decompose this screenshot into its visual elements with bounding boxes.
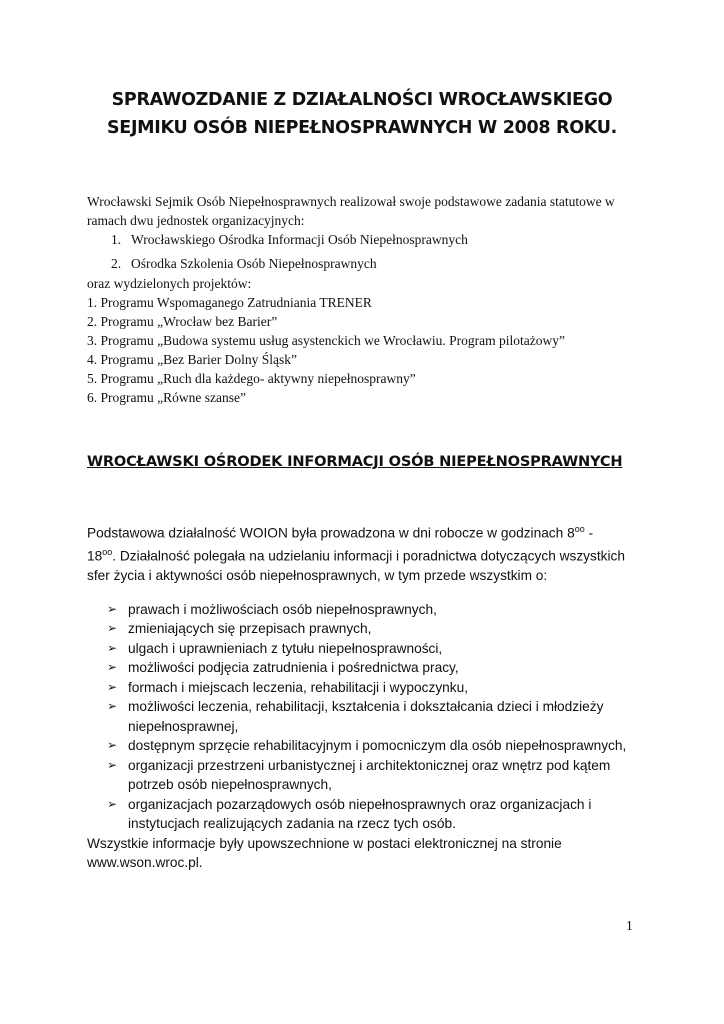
- arrow-bullet-icon: ➢: [107, 601, 118, 616]
- title-line-2: SEJMIKU OSÓB NIEPEŁNOSPRAWNYCH W 2008 ROKU.: [107, 118, 617, 138]
- intro-block: [87, 192, 647, 407]
- hour-superscript: oo: [574, 524, 585, 534]
- project-item: 3. Programu „Budowa systemu usług asystenckich we Wrocławiu. Program pilotażowy”: [87, 333, 565, 348]
- unit-text: Wrocławskiego Ośrodka Informacji Osób Niepełnosprawnych: [131, 232, 468, 247]
- project-item: 1. Programu Wspomaganego Zatrudniania TRENER: [87, 295, 372, 310]
- page-number: 1: [626, 918, 633, 933]
- arrow-bullet-icon: ➢: [107, 699, 118, 714]
- list-item: [87, 639, 645, 659]
- project-item: 4. Programu „Bez Barier Dolny Śląsk”: [87, 352, 297, 367]
- list-item-text: dostępnym sprzęcie rehabilitacyjnym i pomocniczym dla osób niepełnosprawnych,: [128, 738, 627, 754]
- list-item: [87, 619, 645, 639]
- list-item: [87, 600, 645, 620]
- unit-number: 2.: [111, 256, 122, 271]
- topics-list: [87, 600, 645, 834]
- project-item: 2. Programu „Wrocław bez Barier”: [87, 314, 278, 329]
- paragraph-text: -: [584, 525, 594, 541]
- list-item-text: możliwości podjęcia zatrudnienia i pośrednictwa pracy,: [128, 660, 459, 676]
- unit-item: [87, 254, 647, 273]
- arrow-bullet-icon: ➢: [107, 640, 118, 655]
- projects-label: oraz wydzielonych projektów:: [87, 276, 252, 291]
- paragraph-text: . Działalność polegała na udzielaniu informacji i poradnictwa dotyczących wszystkich sfer życia i aktywności osób niepełnosprawnych, w tym przede wszystkim o:: [87, 548, 626, 584]
- body-paragraph: [87, 520, 645, 586]
- unit-number: 1.: [111, 232, 122, 247]
- list-item-text: ulgach i uprawnieniach z tytułu niepełnosprawności,: [128, 640, 443, 656]
- list-item: [87, 658, 645, 678]
- section-body: [87, 520, 645, 873]
- paragraph-text: 18: [87, 548, 103, 564]
- unit-item: [87, 230, 647, 249]
- units-list: [87, 230, 647, 273]
- section-heading: WROCŁAWSKI OŚRODEK INFORMACJI OSÓB NIEPEŁNOSPRAWNYCH: [87, 453, 623, 470]
- arrow-bullet-icon: ➢: [107, 796, 118, 811]
- title-line-1: SPRAWOZDANIE Z DZIAŁALNOŚCI WROCŁAWSKIEGO: [111, 90, 613, 110]
- project-item: 6. Programu „Równe szanse”: [87, 390, 246, 405]
- list-item: [87, 736, 645, 756]
- arrow-bullet-icon: ➢: [107, 621, 118, 636]
- arrow-bullet-icon: ➢: [107, 679, 118, 694]
- intro-line-2: ramach dwu jednostek organizacyjnych:: [87, 213, 305, 228]
- project-item: 5. Programu „Ruch dla każdego- aktywny niepełnosprawny”: [87, 371, 416, 386]
- paragraph-text: Podstawowa działalność WOION była prowadzona w dni robocze w godzinach 8: [87, 525, 575, 541]
- arrow-bullet-icon: ➢: [107, 757, 118, 772]
- closing-paragraph: Wszystkie informacje były upowszechnione w postaci elektronicznej na stronie www.wson.wroc.pl.: [87, 835, 562, 871]
- unit-text: Ośrodka Szkolenia Osób Niepełnosprawnych: [131, 256, 377, 271]
- list-item: [87, 697, 645, 736]
- arrow-bullet-icon: ➢: [107, 660, 118, 675]
- list-item-text: formach i miejscach leczenia, rehabilitacji i wypoczynku,: [128, 679, 469, 695]
- hour-superscript: oo: [102, 547, 113, 558]
- list-item-text: organizacji przestrzeni urbanistycznej i architektonicznej oraz wnętrz pod kątem potrzeb osób niepełnosprawnych,: [128, 757, 611, 793]
- list-item-text: prawach i możliwościach osób niepełnosprawnych,: [128, 601, 437, 617]
- list-item: [87, 756, 645, 795]
- intro-line-1: Wrocławski Sejmik Osób Niepełnosprawnych realizował swoje podstawowe zadania statutowe w: [87, 194, 615, 209]
- projects-list: [87, 293, 647, 407]
- list-item-text: zmieniających się przepisach prawnych,: [128, 621, 372, 637]
- list-item: [87, 678, 645, 698]
- document-title: [60, 86, 664, 142]
- list-item-text: organizacjach pozarządowych osób niepełnosprawnych oraz organizacjach i instytucjach realizujących zadania na rzecz tych osób.: [128, 796, 592, 832]
- list-item-text: możliwości leczenia, rehabilitacji, kształcenia i dokształcania dzieci i młodzieży niepełnosprawnej,: [128, 699, 604, 734]
- list-item: [87, 795, 645, 834]
- arrow-bullet-icon: ➢: [107, 738, 118, 753]
